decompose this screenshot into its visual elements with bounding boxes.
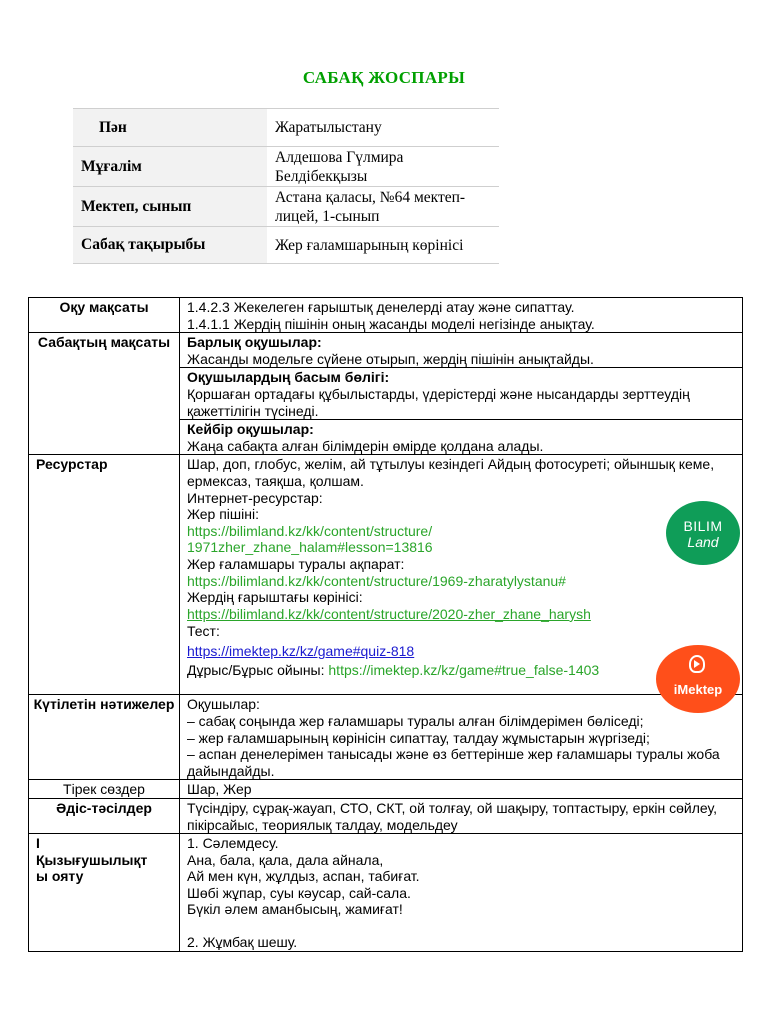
goals-some-title: Кейбір оқушылар: xyxy=(187,421,314,438)
earth-info-link[interactable]: https://bilimland.kz/kk/content/structure/1969-zharatylystanu# xyxy=(187,572,566,589)
row-keywords xyxy=(29,780,743,799)
outcomes-label: Күтілетін нәтижелер xyxy=(29,695,180,780)
info-label: Сабақ тақырыбы xyxy=(73,227,267,264)
imektep-logo xyxy=(656,645,740,713)
methods-label: Әдіс-тәсілдер xyxy=(29,798,180,833)
stage1-line: 1. Сәлемдесу. xyxy=(187,835,279,852)
info-row-teacher xyxy=(73,147,499,187)
objectives-label: Оқу мақсаты xyxy=(29,298,180,333)
info-label: Пән xyxy=(73,109,267,147)
stage1-label-2: Қызығушылықт xyxy=(36,851,148,868)
outcome-1: – сабақ соңында жер ғаламшары туралы алған білімдерімен бөліседі; xyxy=(187,712,644,729)
info-row-topic xyxy=(73,227,499,264)
internet-resources-title: Интернет-ресурстар: xyxy=(187,489,323,506)
goals-most xyxy=(180,368,743,420)
info-row-school xyxy=(73,187,499,227)
test-title: Тест: xyxy=(187,623,220,640)
info-value: Алдешова Гүлмира Белдібекқызы xyxy=(267,147,499,187)
true-false-link[interactable]: https://imektep.kz/kz/game#true_false-1403 xyxy=(328,662,600,679)
methods-value: Түсіндіру, сұрақ-жауап, СТО, СКТ, ой толғау, ой шақыру, топтастыру, еркін сөйлеу, пікірсайыс, теориялық талдау, модельдеу xyxy=(180,798,743,833)
earth-space-link[interactable]: https://bilimland.kz/kk/content/structure/2020-zher_zhane_harysh xyxy=(187,605,591,622)
imektep-logo-text: iMektep xyxy=(673,682,723,698)
objective-2: 1.4.1.1 Жердің пішінін оның жасанды моделі негізінде анықтау. xyxy=(187,315,595,332)
goals-most-text: Қоршаған ортадағы құбылыстарды, үдерістерді және нысандарды зерттеудің қажеттілігін түсінеді. xyxy=(187,385,690,419)
resources-label: Ресурстар xyxy=(29,455,180,695)
outcomes-intro: Оқушылар: xyxy=(187,696,260,713)
row-stage-1 xyxy=(29,834,743,952)
bilimland-logo-text-2: Land xyxy=(687,534,719,551)
earth-shape-title: Жер пішіні: xyxy=(187,506,259,523)
outcome-3: – аспан денелерімен танысады және өз беттерінше жер ғаламшары туралы жоба дайындайды. xyxy=(187,746,720,779)
goals-some xyxy=(180,420,743,455)
stage1-label-1: І xyxy=(36,835,40,852)
info-label: Мектеп, сынып xyxy=(73,187,267,227)
goals-all-title: Барлық оқушылар: xyxy=(187,334,322,351)
poem-line: Бүкіл әлем аманбысың, жамиғат! xyxy=(187,901,403,918)
earth-info-title: Жер ғаламшары туралы ақпарат: xyxy=(187,555,405,572)
bilimland-logo-text-1: BILIM xyxy=(683,518,723,535)
outcomes-content xyxy=(180,695,743,780)
goals-label: Сабақтың мақсаты xyxy=(29,333,180,455)
poem-line: Шөбі жұпар, суы кәусар, сай-сала. xyxy=(187,884,411,901)
goals-most-title: Оқушылардың басым бөлігі: xyxy=(187,369,390,386)
resources-materials: Шар, доп, глобус, желім, ай тұтылуы кезіндегі Айдың фотосуреті; ойыншық кеме, ермексаз, таяқша, қолшам. xyxy=(187,456,715,489)
info-value: Жаратылыстану xyxy=(267,109,499,147)
stage1-label-3: ы ояту xyxy=(36,868,84,885)
outcome-2: – жер ғаламшарының көрінісін сипаттау, талдау жұмыстарын жүргізеді; xyxy=(187,729,650,746)
test-link[interactable]: https://imektep.kz/kz/game#quiz-818 xyxy=(187,642,415,659)
bilimland-logo xyxy=(666,501,740,565)
row-resources xyxy=(29,455,743,695)
goals-all xyxy=(180,333,743,368)
lesson-info-table xyxy=(73,108,499,264)
stage1-label xyxy=(29,834,180,952)
earth-shape-link-1[interactable]: https://bilimland.kz/kk/content/structure/ xyxy=(187,522,433,539)
row-goals-all xyxy=(29,333,743,368)
info-value: Жер ғаламшарының көрінісі xyxy=(267,227,499,264)
row-methods xyxy=(29,798,743,833)
stage1-content xyxy=(180,834,743,952)
earth-shape-link-2[interactable]: 1971zher_zhane_halam#lesson=13816 xyxy=(187,539,433,556)
poem-line: Ай мен күн, жұлдыз, аспан, табиғат. xyxy=(187,868,420,885)
row-outcomes xyxy=(29,695,743,780)
info-value: Астана қаласы, №64 мектеп-лицей, 1-сынып xyxy=(267,187,499,227)
row-objectives xyxy=(29,298,743,333)
keywords-value: Шар, Жер xyxy=(180,780,743,799)
objective-1: 1.4.2.3 Жекелеген ғарыштық денелерді атау және сипаттау. xyxy=(187,299,575,315)
lesson-plan-table xyxy=(28,297,743,952)
keywords-label: Тірек сөздер xyxy=(29,780,180,799)
lightbulb-play-icon xyxy=(689,655,705,673)
stage1-line: 2. Жұмбақ шешу. xyxy=(187,934,298,951)
poem-line: Ана, бала, қала, дала айнала, xyxy=(187,851,384,868)
goals-all-text: Жасанды модельге сүйене отырып, жердің пішінін анықтайды. xyxy=(187,350,594,367)
objectives-content xyxy=(180,298,743,333)
resources-content xyxy=(180,455,743,698)
info-label: Мұғалім xyxy=(73,147,267,187)
info-row-subject xyxy=(73,109,499,147)
page-title: САБАҚ ЖОСПАРЫ xyxy=(302,68,466,87)
true-false-title: Дұрыс/Бұрыс ойыны: xyxy=(187,662,325,679)
goals-some-text: Жаңа сабақта алған білімдерін өмірде қолдана алады. xyxy=(187,437,544,454)
earth-space-title: Жердің ғарыштағы көрінісі: xyxy=(187,589,363,606)
